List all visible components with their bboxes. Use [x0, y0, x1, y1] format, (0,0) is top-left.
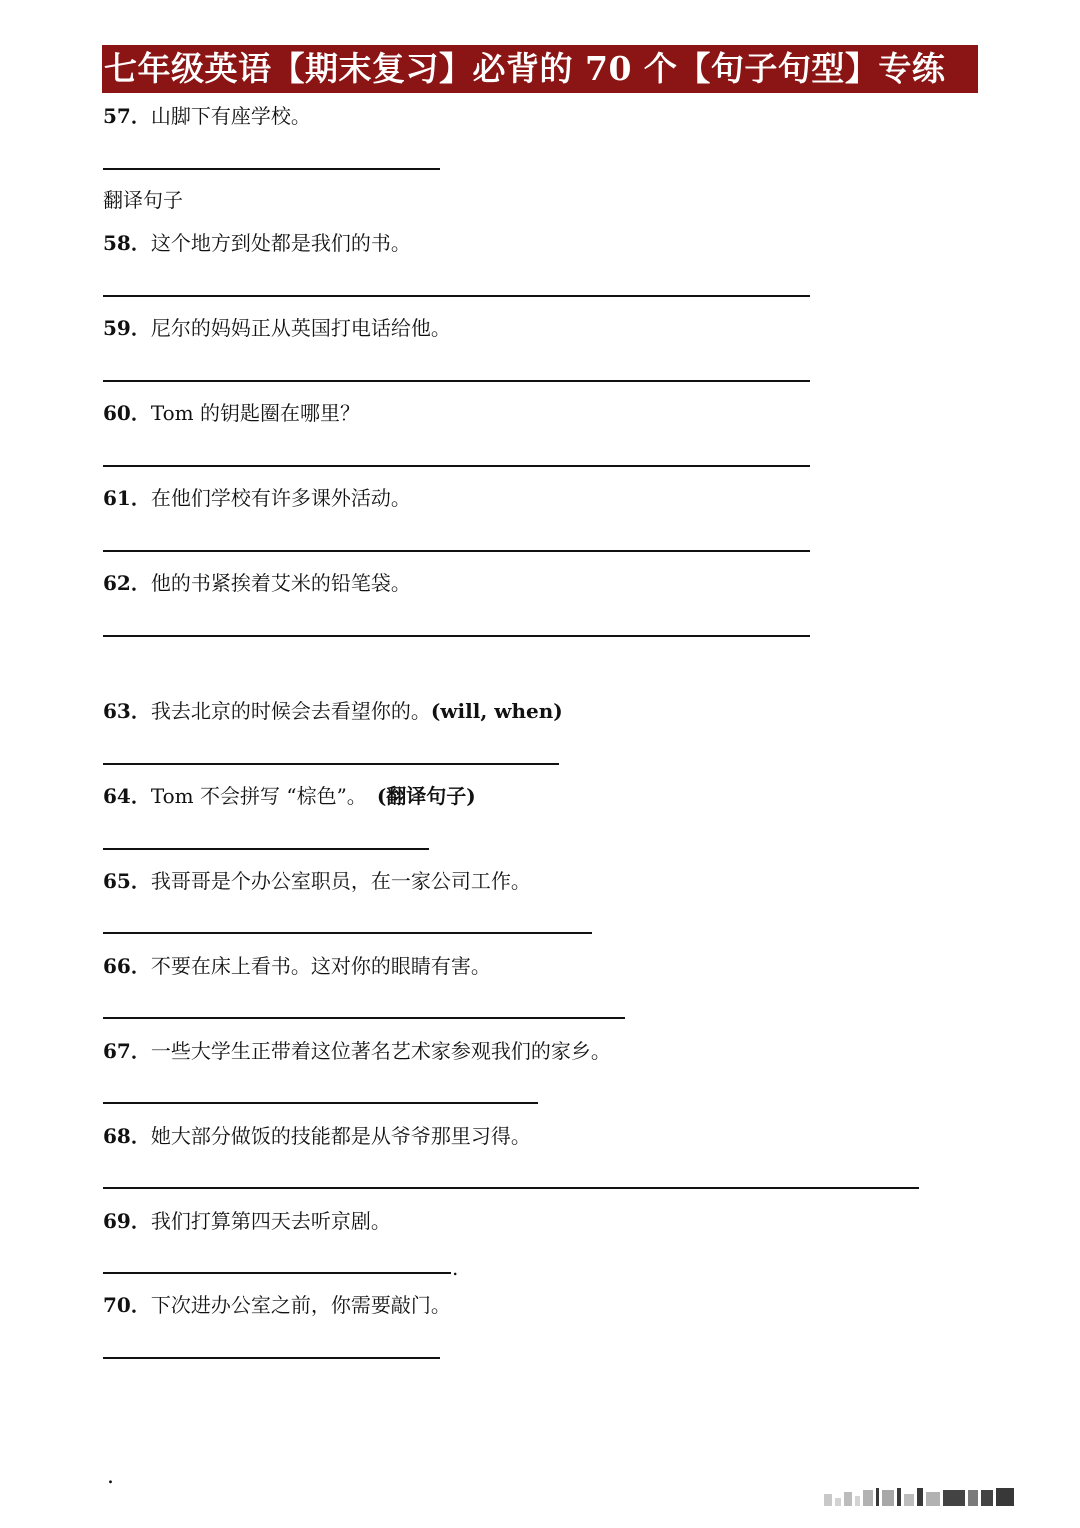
question-text: 这个地方到处都是我们的书。 [150, 231, 411, 255]
answer-line-61[interactable] [103, 550, 810, 552]
question-68 [103, 1123, 531, 1149]
answer-line-68[interactable] [103, 1187, 919, 1189]
question-number: 68． [103, 1124, 151, 1148]
question-text: 一些大学生正带着这位著名艺术家参观我们的家乡。 [150, 1039, 611, 1063]
question-67 [103, 1038, 611, 1064]
question-number: 57． [103, 104, 151, 128]
question-70 [103, 1292, 451, 1318]
question-number: 64． [103, 784, 151, 808]
watermark-bars [824, 1488, 1054, 1506]
answer-line-62[interactable] [103, 635, 810, 637]
question-text: 山脚下有座学校。 [150, 104, 311, 128]
question-text: 他的书紧挨着艾米的铅笔袋。 [150, 571, 411, 595]
question-text: 尼尔的妈妈正从英国打电话给他。 [150, 316, 451, 340]
question-number: 62． [103, 571, 151, 595]
answer-line-70[interactable] [103, 1357, 440, 1359]
question-62 [103, 570, 411, 596]
question-text: 她大部分做饭的技能都是从爷爷那里习得。 [150, 1124, 531, 1148]
question-text: 我们打算第四天去听京剧。 [150, 1209, 391, 1233]
answer-line-63[interactable] [103, 763, 559, 765]
question-number: 67． [103, 1039, 151, 1063]
question-text: 我哥哥是个办公室职员，在一家公司工作。 [150, 869, 531, 893]
question-text: 我去北京的时候会去看望你的。 [150, 699, 431, 723]
question-number: 61． [103, 486, 151, 510]
question-hint: (will, when) [430, 699, 563, 723]
page-title: 七年级英语【期末复习】必背的 70 个【句子句型】专练 [102, 45, 978, 93]
question-64 [103, 783, 476, 809]
question-number: 70． [103, 1293, 151, 1317]
answer-line-59[interactable] [103, 380, 810, 382]
question-number: 69． [103, 1209, 151, 1233]
answer-line-66[interactable] [103, 1017, 625, 1019]
answer-line-67[interactable] [103, 1102, 538, 1104]
answer-line-60[interactable] [103, 465, 810, 467]
question-57 [103, 103, 311, 129]
section-label: 翻译句子 [103, 188, 183, 212]
question-number: 59． [103, 316, 151, 340]
question-69 [103, 1208, 391, 1234]
answer-line-65[interactable] [103, 932, 592, 934]
question-text: 不要在床上看书。这对你的眼睛有害。 [150, 954, 491, 978]
answer-line-64[interactable] [103, 848, 429, 850]
question-text: Tom 的钥匙圈在哪里？ [150, 401, 360, 425]
question-58 [103, 230, 411, 256]
question-63 [103, 698, 563, 724]
question-61 [103, 485, 411, 511]
question-text: 在他们学校有许多课外活动。 [150, 486, 411, 510]
question-65 [103, 868, 531, 894]
answer-period: . [452, 1256, 459, 1280]
question-text: Tom 不会拼写 “棕色”。 [150, 784, 367, 808]
question-59 [103, 315, 451, 341]
answer-line-69[interactable] [103, 1272, 451, 1274]
question-number: 58． [103, 231, 151, 255]
answer-line-58[interactable] [103, 295, 810, 297]
question-number: 66． [103, 954, 151, 978]
question-text: 下次进办公室之前，你需要敲门。 [150, 1293, 451, 1317]
question-hint: (翻译句子) [376, 784, 476, 808]
question-60 [103, 400, 360, 426]
question-number: 63． [103, 699, 151, 723]
answer-line-57[interactable] [103, 168, 440, 170]
question-number: 65． [103, 869, 151, 893]
question-number: 60． [103, 401, 151, 425]
footer-dot: . [107, 1464, 114, 1489]
question-66 [103, 953, 491, 979]
